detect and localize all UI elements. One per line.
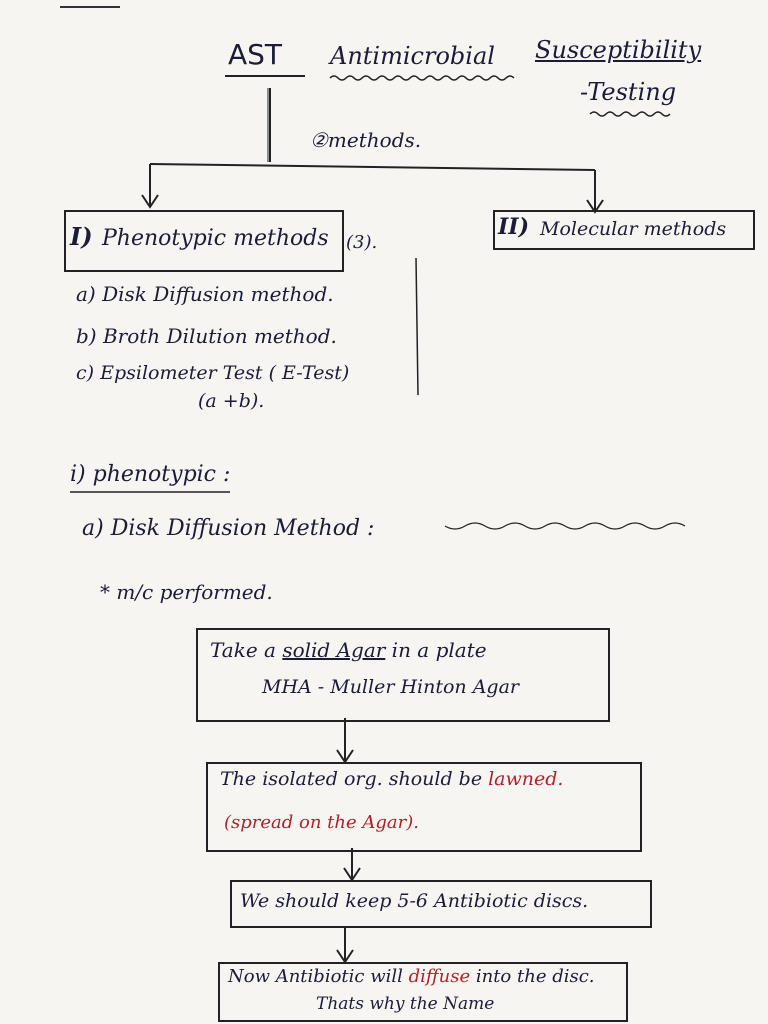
flow-step-4-line1 [228, 966, 595, 987]
phenotypic-label: Phenotypic methods [102, 226, 329, 251]
section-heading: i) phenotypic : [70, 462, 231, 487]
list-item: c) Epsilometer Test ( E-Test) [76, 362, 350, 384]
flow-step-3-line1: We should keep 5-6 Antibiotic discs. [240, 890, 589, 912]
title-abbr: AST [228, 38, 283, 71]
note-performed: * m/c performed. [100, 580, 273, 604]
flow-step-1-text-a: Take a [210, 638, 283, 662]
flow-step-2-line2: (spread on the Agar). [224, 812, 419, 833]
flow-step-1-text-c: in a plate [385, 638, 487, 662]
title-testing: -Testing [580, 78, 677, 106]
molecular-label: Molecular methods [540, 218, 727, 240]
list-item: (a +b). [198, 390, 265, 412]
phenotypic-numeral: I) [70, 222, 93, 251]
flow-step-4-text-red: diffuse [408, 966, 471, 987]
flow-step-2-line1 [220, 768, 563, 790]
flow-step-4-text-a: Now Antibiotic will [228, 966, 409, 987]
phenotypic-count: (3). [346, 232, 378, 253]
flow-step-4-text-c: into the disc. [470, 966, 595, 987]
flow-step-1-line2: MHA - Muller Hinton Agar [262, 676, 519, 698]
flow-step-1-line1 [210, 638, 487, 662]
sub-heading: a) Disk Diffusion Method : [82, 516, 375, 541]
list-item: a) Disk Diffusion method. [76, 282, 334, 306]
molecular-numeral: II) [498, 214, 529, 240]
title-susceptibility: Susceptibility [535, 36, 702, 64]
flow-step-4-line2: Thats why the Name [316, 994, 495, 1014]
list-item: b) Broth Dilution method. [76, 324, 337, 348]
flow-step-2-text-red: lawned. [488, 768, 564, 790]
flow-step-1-text-b: solid Agar [282, 638, 386, 662]
title-antimicrobial: Antimicrobial [330, 42, 495, 70]
flow-step-2-text-a: The isolated org. should be [220, 768, 489, 790]
methods-count: ②methods. [310, 128, 422, 152]
